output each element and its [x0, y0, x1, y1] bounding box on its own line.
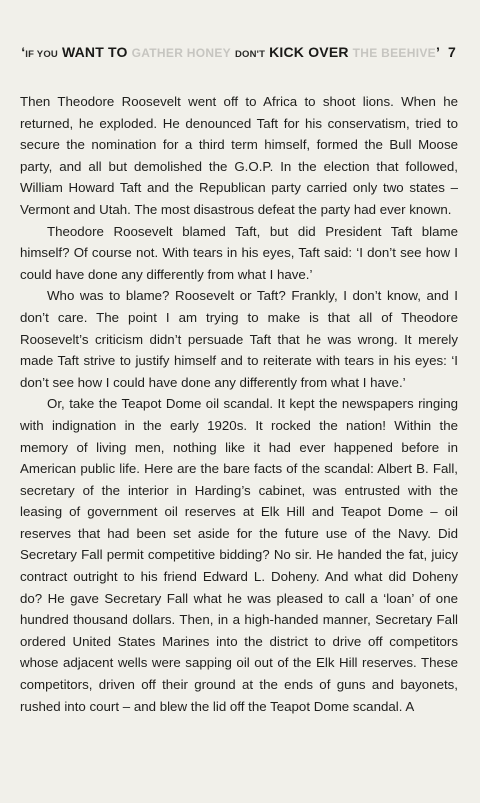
page-number: 7	[448, 44, 456, 60]
running-head	[20, 44, 458, 68]
running-head-dont: DON'T	[234, 49, 266, 60]
paragraph-who-to-blame: Who was to blame? Roosevelt or Taft? Frankly, I don’t know, and I don’t care. The point I am trying to make is that all of Theodore Roosevelt’s criticism didn’t persuade Taft that he was wrong. It merely made Taft strive to justify himself and to reiterate with tears in his eyes: ‘I don’t see how I could have done any differently from what I have.’	[20, 288, 458, 390]
running-head-the-beehive: THE BEEHIVE	[352, 46, 436, 60]
running-head-gather-honey: GATHER HONEY	[131, 46, 231, 60]
body-text	[20, 91, 458, 717]
running-head-kick-over: KICK OVER	[269, 44, 349, 60]
paragraph-teapot-dome: Or, take the Teapot Dome oil scandal. It kept the newspapers ringing with indignation in the early 1920s. It rocked the nation! Within the memory of living men, nothing like it had ever happened before in American public life. Here are the bare facts of the scandal: Albert B. Fall, secretary of the interior in Harding’s cabinet, was entrusted with the leasing of government oil reserves at Elk Hill and Teapot Dome – oil reserves that had been set aside for the future use of the Navy. Did Secretary Fall permit competitive bidding? No sir. He handed the fat, juicy contract outright to his friend Edward L. Doheny. And what did Doheny do? He gave Secretary Fall what he was pleased to call a ‘loan’ of one hundred thousand dollars. Then, in a high-handed manner, Secretary Fall ordered United States Marines into the district to drive off competitors whose adjacent wells were sapping oil out of the Elk Hill reserves. These competitors, driven off their ground at the ends of guns and bayonets, rushed into court – and blew the lid off the Teapot Dome scandal. A	[20, 396, 458, 714]
running-head-want-to: WANT TO	[61, 44, 128, 60]
running-head-close-quote: ’	[435, 44, 441, 60]
paragraph-taft-blame: Theodore Roosevelt blamed Taft, but did President Taft blame himself? Of course not. With tears in his eyes, Taft said: ‘I don’t see how I could have done any differently from what I have.’	[20, 223, 458, 282]
running-head-if-you: IF YOU	[25, 49, 58, 60]
running-head-open-quote: ‘	[21, 44, 26, 60]
paragraph-roosevelt-africa: Then Theodore Roosevelt went off to Africa to shoot lions. When he returned, he exploded. He denounced Taft for his conservatism, tried to secure the nomination for a third term himself, formed the Bull Moose party, and all but demolished the G.O.P. In the election that followed, William Howard Taft and the Republican party carried only two states – Vermont and Utah. The most disastrous defeat the party had ever known.	[20, 94, 458, 217]
